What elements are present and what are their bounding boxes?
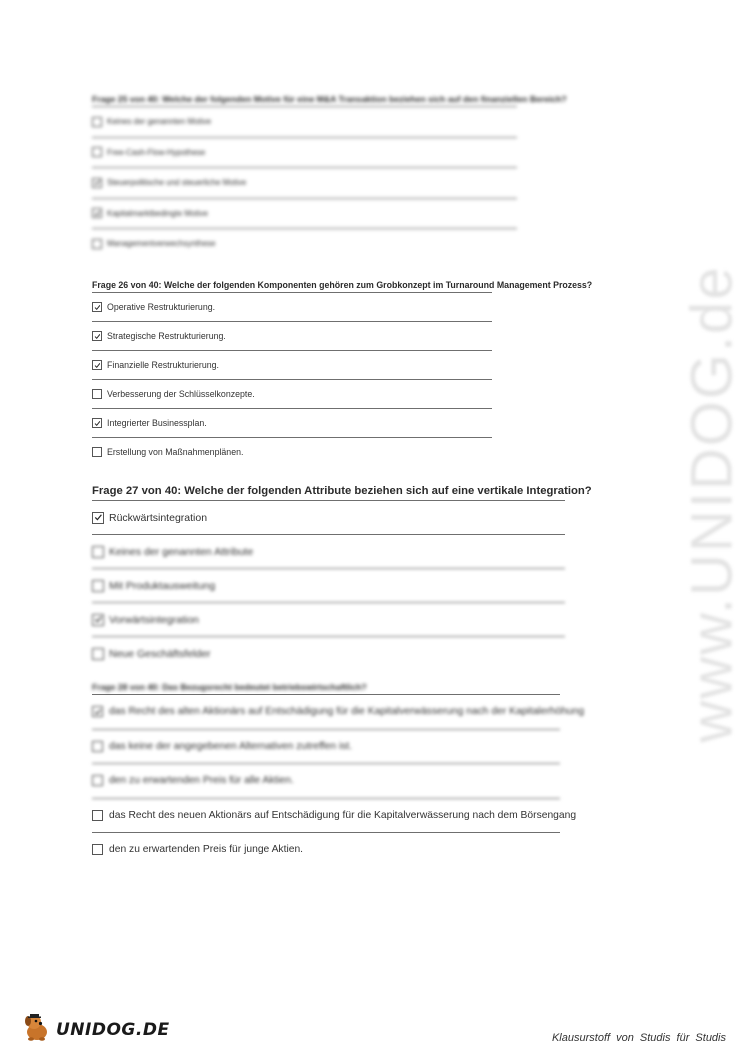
answer-label: Integrierter Businessplan. <box>107 418 207 428</box>
answer-label: Verbesserung der Schlüsselkonzepte. <box>107 389 255 399</box>
answer-list <box>92 106 517 259</box>
answer-option[interactable] <box>92 409 492 438</box>
checkbox[interactable] <box>92 546 104 558</box>
answer-option[interactable] <box>92 322 492 351</box>
answer-option[interactable] <box>92 603 565 637</box>
checkmark-icon <box>94 179 101 186</box>
answer-label: Rückwärtsintegration <box>109 511 208 524</box>
checkmark-icon <box>94 420 101 427</box>
answer-option[interactable] <box>92 730 560 765</box>
answer-list <box>92 694 585 867</box>
checkbox[interactable] <box>92 810 103 821</box>
answer-list <box>92 500 565 670</box>
checkbox[interactable] <box>92 844 103 855</box>
answer-label: Neue Geschäftsfelder <box>109 647 211 660</box>
checkbox[interactable] <box>92 178 102 188</box>
checkbox[interactable] <box>92 147 102 157</box>
answer-label: Keines der genannten Motive <box>107 117 212 127</box>
answer-option[interactable] <box>92 168 517 199</box>
answer-option[interactable] <box>92 380 492 409</box>
checkmark-icon <box>94 333 101 340</box>
answer-option[interactable] <box>92 833 560 867</box>
footer-tagline: Klausurstoff von Studis für Studis <box>551 1032 726 1044</box>
checkbox[interactable] <box>92 389 102 399</box>
watermark: www.UNIDOG.de <box>679 265 745 743</box>
question-title: Frage 28 von 40: Das Bezugsrecht bedeutet betriebswirtschaftlich? <box>92 682 367 692</box>
checkmark-icon <box>94 362 101 369</box>
checkbox[interactable] <box>92 302 102 312</box>
question-title: Frage 27 von 40: Welche der folgenden Attribute beziehen sich auf eine vertikale Integration? <box>92 485 592 497</box>
checkbox[interactable] <box>92 360 102 370</box>
checkbox[interactable] <box>92 331 102 341</box>
answer-option[interactable] <box>92 764 560 799</box>
logo-text: UNIDOG.DE <box>56 1019 170 1040</box>
checkmark-icon <box>94 513 103 522</box>
question-title: Frage 25 von 40: Welche der folgenden Motive für eine M&A Transaktion beziehen sich auf den finanziellen Bereich? <box>92 94 567 104</box>
checkmark-icon <box>94 304 101 311</box>
dog-mascot-icon <box>22 1012 52 1047</box>
answer-list <box>92 292 492 466</box>
answer-option[interactable] <box>92 107 517 138</box>
answer-label: Vorwärtsintegration <box>109 613 199 626</box>
answer-option[interactable] <box>92 799 577 834</box>
question-27 <box>92 482 652 670</box>
checkbox[interactable] <box>92 741 103 752</box>
unidog-logo[interactable] <box>22 1012 170 1047</box>
question-title: Frage 26 von 40: Welche der folgenden Komponenten gehören zum Grobkonzept im Turnaround Management Prozess? <box>92 280 593 290</box>
answer-label: Steuerpolitische und steuerliche Motive <box>107 178 247 188</box>
answer-label: Managementverwechsynthese <box>107 239 216 249</box>
checkbox[interactable] <box>92 775 103 786</box>
answer-option[interactable] <box>92 535 565 569</box>
answer-option[interactable] <box>92 138 517 169</box>
answer-label: den zu erwartenden Preis für alle Aktien. <box>109 775 294 787</box>
checkmark-icon <box>94 210 101 217</box>
answer-label: das keine der angegebenen Alternativen zutreffen ist. <box>109 740 353 752</box>
answer-label: Erstellung von Maßnahmenplänen. <box>107 447 244 457</box>
checkmark-icon <box>94 708 102 716</box>
answer-option[interactable] <box>92 569 565 603</box>
checkbox[interactable] <box>92 580 104 592</box>
answer-label: das Recht des alten Aktionärs auf Entschädigung für die Kapitalverwässerung nach der Kapitalerhöhung <box>109 706 585 718</box>
answer-label: das Recht des neuen Aktionärs auf Entschädigung für die Kapitalverwässerung nach dem Börsengang <box>109 809 577 821</box>
answer-option[interactable] <box>92 229 517 259</box>
answer-label: Strategische Restrukturierung. <box>107 331 226 341</box>
checkbox[interactable] <box>92 648 104 660</box>
checkbox[interactable] <box>92 512 104 524</box>
answer-option[interactable] <box>92 351 492 380</box>
checkbox[interactable] <box>92 447 102 457</box>
checkbox[interactable] <box>92 614 104 626</box>
answer-option[interactable] <box>92 199 517 230</box>
checkmark-icon <box>94 615 103 624</box>
answer-label: Kapitalmarktbedingte Motive <box>107 208 208 218</box>
answer-label: Keines der genannten Attribute <box>109 545 254 558</box>
checkbox[interactable] <box>92 418 102 428</box>
checkbox[interactable] <box>92 117 102 127</box>
answer-label: den zu erwartenden Preis für junge Aktien. <box>109 844 304 856</box>
answer-label: Operative Restrukturierung. <box>107 302 216 312</box>
answer-option[interactable] <box>92 695 585 730</box>
answer-label: Mit Produktausweitung <box>109 579 216 592</box>
answer-option[interactable] <box>92 637 565 670</box>
answer-label: Finanzielle Restrukturierung. <box>107 360 219 370</box>
checkbox[interactable] <box>92 239 102 249</box>
answer-label: Free-Cash-Flow-Hypothese <box>107 147 206 157</box>
checkbox[interactable] <box>92 208 102 218</box>
checkbox[interactable] <box>92 706 103 717</box>
answer-option[interactable] <box>92 501 565 535</box>
answer-option[interactable] <box>92 293 492 322</box>
question-26 <box>92 278 652 466</box>
question-28 <box>92 680 692 867</box>
answer-option[interactable] <box>92 438 492 466</box>
question-25 <box>92 92 652 259</box>
